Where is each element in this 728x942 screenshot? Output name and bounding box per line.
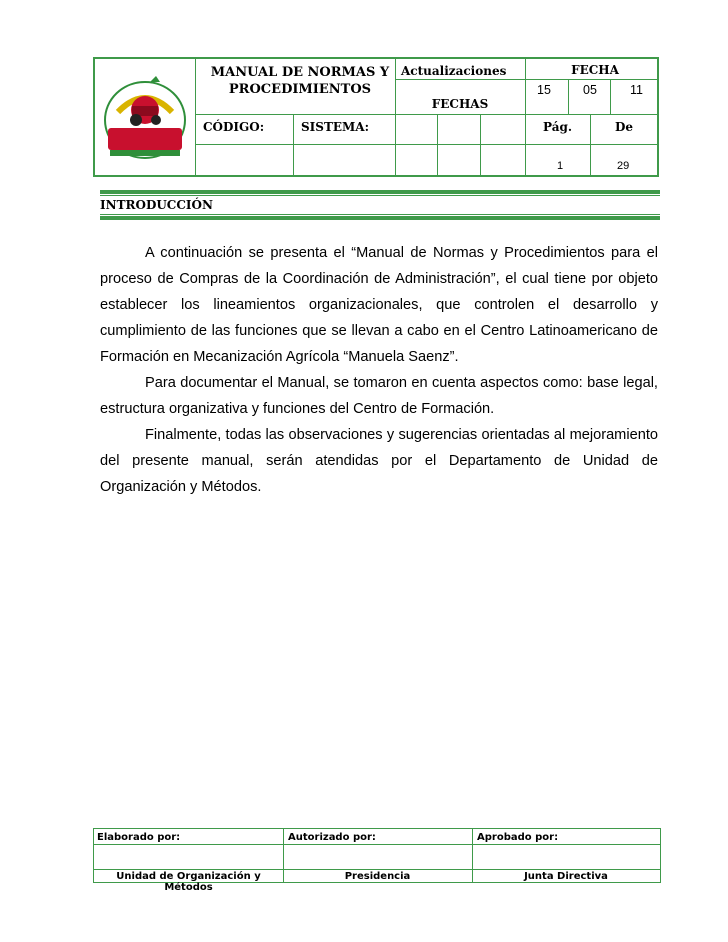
dates-label: FECHAS — [431, 97, 489, 111]
approved-by-label: Aprobado por: — [477, 832, 559, 843]
of-label: De — [615, 120, 634, 134]
prepared-by-label: Elaborado por: — [97, 832, 181, 843]
company-logo — [100, 72, 190, 162]
section-rule-top-thin — [100, 195, 660, 196]
system-label: SISTEMA: — [301, 120, 370, 134]
document-header-table — [93, 57, 659, 177]
paragraph-1: A continuación se presenta el “Manual de Normas y Procedimientos para el proceso de Compras de la Coordinación de Administración”, el cual tiene por objeto establecer los lineamientos organizacionales, que controlen el desarrollo y cumplimiento de las funciones que se llevan a cabo en el Centro Latinoamericano de Formación en Mecanización Agrícola “Manuela Saenz”. — [100, 245, 658, 365]
manual-title: MANUAL DE NORMAS Y PROCEDIMIENTOS — [210, 65, 390, 97]
date-day: 15 — [537, 83, 551, 97]
authorized-by-label: Autorizado por: — [288, 832, 376, 843]
updates-label: Actualizaciones — [401, 64, 507, 78]
section-rule-top — [100, 190, 660, 194]
authorized-by-value: Presidencia — [344, 871, 411, 882]
paragraph-2: Para documentar el Manual, se tomaron en cuenta aspectos como: base legal, estructura organizativa y funciones del Centro de Formación. — [100, 375, 658, 417]
section-rule-bottom-thin — [100, 214, 660, 215]
date-month: 05 — [583, 83, 597, 97]
page-label: Pág. — [543, 120, 573, 134]
paragraph-3: Finalmente, todas las observaciones y sugerencias orientadas al mejoramiento del presente manual, serán atendidas por el Departamento de Unidad de Organización y Métodos. — [100, 427, 658, 495]
introduction-body — [100, 240, 658, 500]
page-number: 1 — [557, 160, 564, 172]
date-label: FECHA — [571, 63, 619, 77]
approval-table — [93, 828, 661, 893]
section-rule-bottom — [100, 216, 660, 220]
prepared-by-value: Unidad de Organización y Métodos — [116, 871, 261, 893]
date-year: 11 — [630, 83, 643, 97]
section-title: INTRODUCCIÓN — [100, 198, 213, 212]
code-label: CÓDIGO: — [203, 120, 265, 134]
approved-by-value: Junta Directiva — [524, 871, 608, 882]
total-pages: 29 — [617, 160, 630, 172]
